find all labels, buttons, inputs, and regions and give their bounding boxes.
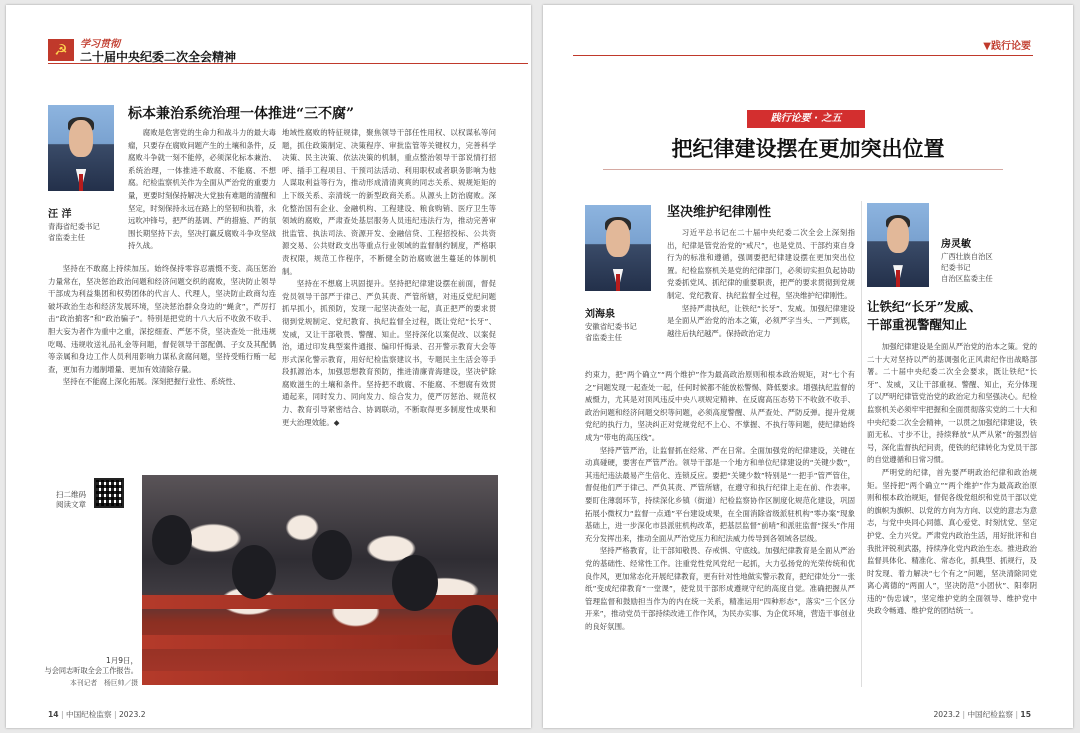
author-name: 刘海泉 — [585, 309, 615, 320]
article-column-1 — [128, 127, 276, 261]
article1-column-main — [585, 369, 855, 687]
article-headline: 标本兼治系统治理一体推进“三不腐” — [128, 106, 355, 122]
article-paragraph: 地域性腐败的特征规律，聚焦领导干部任性用权、以权谋私等问题，抓住政策制定、决策程序、审批监管等关键权力，完善科学决策、民主决策、依法决策的机制，重点整治领导干部说情打招呼、插手工程项目、干预司法活动、利用职权或者职务影响为他人谋取利益等行为，推动形成清清爽爽的同志关系、规规矩矩的上下级关系、亲清统一的新型政商关系。从源头上防治腐败。深化整治国有企业、金融机构、工程建设、粮食购销、医疗卫生等领域的腐败，严肃查处基层服务人员违纪违法行为，推动完善审批监管、执法司法、资源开发、金融信贷、工程招投标、公共资源交易、公共财政支出等重点行业领域的监督制约制度，严格职责权限，规范工作程序，不断健全防治腐败滋生蔓延的体制机制。 — [282, 128, 496, 276]
article-column-2 — [282, 127, 496, 461]
article-paragraph: 坚持在不敢腐上持续加压。始终保持零容忍震慑不变、高压惩治力量常在，坚决惩治政治问题和经济问题交织的腐败，坚决防止领导干部成为利益集团和权势团体的代言人、代理人，坚决防止政商勾连破坏政治生态和经济发展环境，坚决惩治群众身边的“蝇贪”，严厉打击“政治掮客”和“政治骗子”。特别是把党的十八大后不收敛不收手、胆大妄为者作为重中之重，深挖细查、严惩不贷，坚决查处一批违规吃喝、违规收送礼品礼金等问题，督促领导干部配偶、子女及其配偶等亲属和身边工作人员利用影响力谋私贪腐问题，坚持受贿行贿一起查，更加有力遏制增量、更加有效清除存量。 — [48, 264, 276, 374]
article2-headline-line1: 让铁纪“长牙”发威、 — [867, 299, 982, 314]
author-role-line2: 省监委主任 — [48, 233, 85, 242]
article-paragraph: 腐败是危害党的生命力和战斗力的最大毒瘤，只要存在腐败问题产生的土壤和条件，反腐败斗争就一刻不能停，必须深化标本兼治、系统治理，一体推进不敢腐、不能腐、不想腐。纪检监察机关作为全面从严治党的重要力量，更要时刻保持解决大党独有难题的清醒和坚定，时刻保持永远在路上的坚韧和执着，永远吹冲锋号，把严的基调、严的措施、严的氛围长期坚持下去，坚决打赢反腐败斗争攻坚战持久战。 — [128, 128, 276, 251]
article-paragraph: 坚持严管严治，让监督抓在经常、严在日常。全面加强党的纪律建设，关键在动真碰硬，要害在严管严治。领导干部是一个地方和单位纪律建设的“关键少数”，其违纪违法最易产生倍化、连锁反应。要把“关键少数”特别是“一把手”管严管住，督促他们严于律己、严负其责、严管所辖，在遵守和执行纪律上走在前、作表率。要盯住薄弱环节，持续深化乡镇（街道）纪检监察协作区制度化规范化建设，巩固拓展小微权力“监督一点通”平台建设成果，在全面消除省级派驻机构“零办案”现象基础上，进一步深化市县派驻机构改革，把基层监督“前哨”和派驻监督“探头”作用充分发挥出来，推动全面从严治党压力和纪法威力传导到各领域各层级。 — [585, 445, 855, 543]
author-role-line1: 广西壮族自治区 — [941, 252, 993, 261]
author-portrait — [48, 105, 114, 191]
page-number: 15 — [1020, 710, 1031, 719]
header-rule — [48, 63, 528, 64]
qr-caption-line2: 阅读文章 — [56, 500, 86, 509]
article-paragraph: 坚持在不想腐上巩固提升。坚持把纪律建设摆在前面，督促党员领导干部严于律己、严负其责、严管所辖，对违反党纪问题抓早抓小，抓预防，发现一起坚决查处一起，真正把严的要求贯彻到党规制定、党纪教育、执纪监督全过程，既让党纪“长牙”、发威，又让干部敬畏、警醒、知止。坚持深化以案促改、以案促治，通过印发典型案件通报、编印忏悔录、召开警示教育大会等形式深化警示教育，用好纪检监察建议书，专题民主生活会等手段抓源治本，加强思想教育预防，推进清廉青海建设，坚决铲除腐败滋生的土壤和条件。坚持把不敢腐、不能腐、不想腐有效贯通起来，同时发力、同向发力、综合发力，使严厉惩治、规范权力、教育引导紧密结合、协调联动，不断取得更多制度性成果和更大治理效能。◆ — [282, 279, 496, 427]
magazine-name: 中国纪检监察 — [967, 710, 1014, 719]
author-role-line2: 省监委主任 — [585, 333, 622, 342]
main-title: 把纪律建设摆在更加突出位置 — [671, 137, 945, 161]
article2-headline-line2: 干部重视警醒知止 — [867, 317, 968, 332]
article-paragraph: 严明党的纪律，首先要严明政治纪律和政治规矩。坚持把“两个确立”“两个维护”作为最高政治原则和根本政治规矩，督促各级党组织和党员干部以党的旗帜为旗帜、以党的方向为方向、以党的意志为意志，与党中央同心同德、真心爱党、时刻忧党、坚定护党、全力兴党。严肃党内政治生活，用好批评和自我批评锐利武器，持续净化党内政治生态。推进政治监督具体化、精准化、常态化，抓典型、抓规行，及时发现、着力解决“七个有之”问题，坚决清除同党离心离德的“两面人”，坚决防范“小团伙”、阳奉阴违的“伪忠诚”，坚定维护党的全面领导、维护党中央政令畅通、维护党的团结统一。 — [867, 467, 1037, 616]
qr-code[interactable] — [94, 478, 124, 508]
article-paragraph: 坚持严肃执纪，让铁纪“长牙”、发威。加强纪律建设是全面从严治党的治本之策，必须严字当头、一严到底，越往后执纪越严。保持政治定力 — [667, 303, 855, 338]
author-role-line2: 纪委书记 — [941, 263, 971, 272]
conference-photo — [142, 475, 498, 685]
party-emblem-icon: ☭ — [48, 39, 74, 61]
author-name: 房灵敏 — [941, 239, 971, 250]
column-divider — [861, 201, 862, 687]
series-label: 学习贯彻 — [80, 39, 120, 50]
header-rule — [573, 55, 1033, 56]
right-page — [543, 5, 1073, 728]
author-role-line1: 安徽省纪委书记 — [585, 322, 637, 331]
page-footer: 14 | 中国纪检监察 | 2023.2 — [48, 710, 146, 719]
author-role-line3: 自治区监委主任 — [941, 274, 993, 283]
author-role-line1: 青海省纪委书记 — [48, 222, 100, 231]
issue-number: 2023.2 — [118, 710, 146, 719]
article1-column-top — [667, 227, 855, 367]
article-paragraph: 坚持严格教育，让干部知敬畏、存戒惧、守底线。加强纪律教育是全面从严治党的基础性、经常性工作。注重党性党风党纪一起抓，大力弘扬党的光荣传统和优良作风，更加常态化开展纪律教育，更有针对性地做实警示教育，把纪律处分“一张纸”变成纪律教育“一堂课”，使党员干部形成遵规守纪的高度自觉。准确把握从严管理监督和鼓励担当作为的内在统一关系，精准运用“四种形态”，落实“三个区分开来”，推动党员干部持续改进工作作风，为民办实事、为企优环境，营造干事创业的良好氛围。 — [585, 546, 855, 631]
author-portrait — [585, 205, 651, 291]
photo-credit: 本刊记者 杨巨帅／摄 — [70, 679, 138, 687]
qr-caption-line1: 扫二维码 — [56, 490, 86, 499]
series-banner: 践行论要 · 之五 — [747, 110, 865, 128]
article-column-1b — [48, 263, 276, 461]
page-number: 14 — [48, 710, 59, 719]
author-portrait — [867, 203, 929, 287]
issue-number: 2023.2 — [933, 710, 961, 719]
author-name: 汪 洋 — [48, 209, 72, 220]
article-paragraph: 约束力，把“两个确立”“两个维护”作为最高政治原则和根本政治规矩，对“七个有之”问题发现一起查处一起，任何时候都不能放松警惕、降低要求。增强执纪监督的威慑力，尤其是对顶风违反中央八项规定精神、在反腐高压态势下不收敛不收手、政治问题和经济问题交织等问题，必须高度警醒、从严查处、严防反弹。提升党规党纪的执行力，坚决纠正对党规党纪不上心、不掌握、不执行等问题，使纪律始终成为“带电的高压线”。 — [585, 370, 855, 442]
article2-column — [867, 341, 1037, 687]
article-paragraph: 加强纪律建设是全面从严治党的治本之策。党的二十大对坚持以严的基调强化正风肃纪作出战略部署。二十届中央纪委二次全会要求，既让铁纪“长牙”、发威，又让干部重视、警醒、知止，充分体现了以严明纪律管党治党的政治定力和坚强决心。纪检监察机关必须牢牢把握和全面贯彻落实党的二十大和中央纪委二次全会精神，一以贯之加强纪律建设，铁面无私、寸步不让，持续释放“从严从紧”的强烈信号，深化监督执纪问责，使铁的纪律转化为党员干部的自觉遵循和日常习惯。 — [867, 342, 1037, 465]
photo-caption-line1: 1月9日， — [105, 656, 138, 665]
left-page — [6, 5, 531, 728]
section-tag: ▼践行论要 — [983, 41, 1031, 52]
page-footer: 2023.2 | 中国纪检监察 | 15 — [933, 710, 1031, 719]
photo-caption-line2: 与会同志听取全会工作报告。 — [44, 666, 138, 675]
article-paragraph: 习近平总书记在二十届中央纪委二次全会上深刻指出，纪律是管党治党的“戒尺”，也是党员、干部约束自身行为的标准和遵循，强调要把纪律建设摆在更加突出位置。纪检监察机关是党的纪律部门，必须切实担负起协助党委抓党风、抓纪律的重要职责，把严的要求贯彻到党规制定、党纪教育、执纪监督全过程，坚决维护纪律刚性。 — [667, 228, 855, 300]
article1-headline: 坚决维护纪律刚性 — [667, 205, 772, 220]
title-rule — [603, 169, 1003, 170]
series-title: 二十届中央纪委二次全会精神 — [80, 50, 237, 64]
magazine-name: 中国纪检监察 — [65, 710, 112, 719]
article-paragraph: 坚持在不能腐上深化拓展。深刻把握行业性、系统性、 — [62, 377, 241, 387]
